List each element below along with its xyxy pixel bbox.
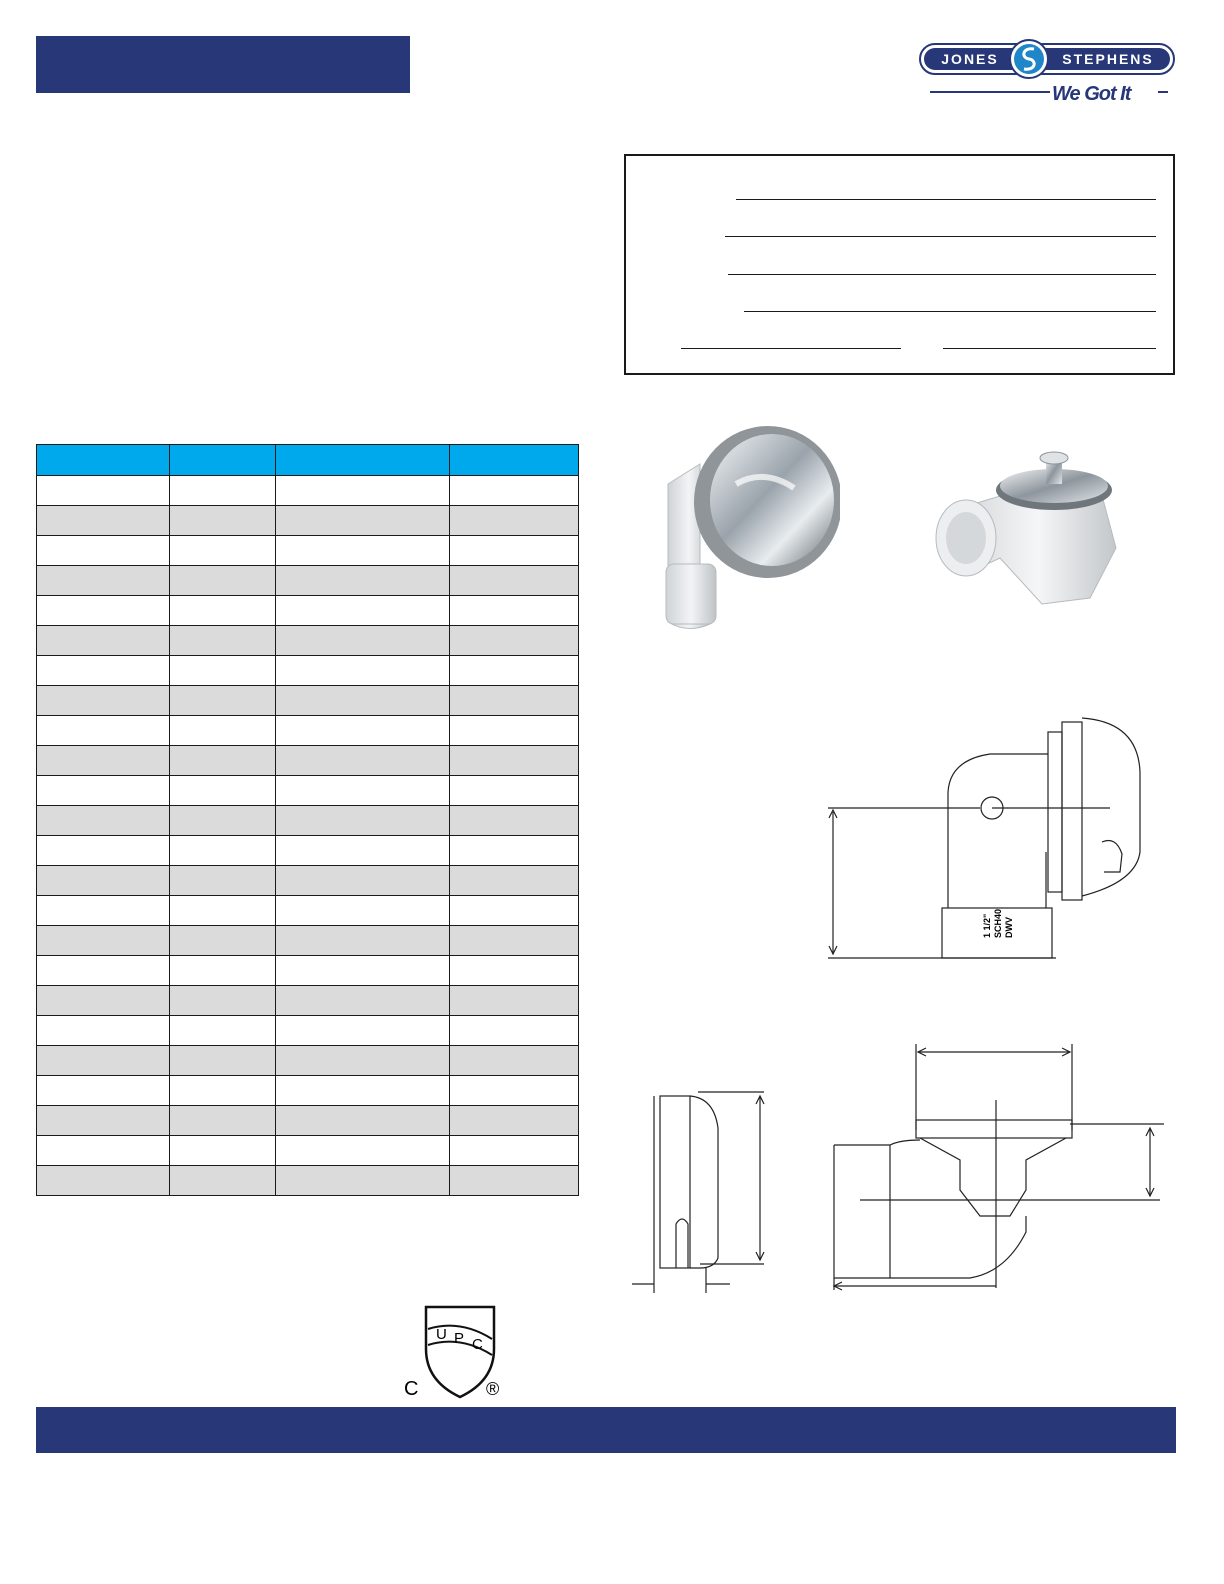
table-row (37, 656, 579, 686)
submittal-line (728, 274, 1156, 275)
submittal-line (943, 348, 1156, 349)
table-row (37, 1046, 579, 1076)
table-cell (37, 986, 170, 1016)
table-cell (450, 596, 579, 626)
table-cell (170, 1136, 276, 1166)
table-cell (37, 866, 170, 896)
table-row (37, 1076, 579, 1106)
table-cell (450, 626, 579, 656)
table-cell (170, 1166, 276, 1196)
submittal-line (736, 199, 1156, 200)
table-cell (170, 536, 276, 566)
table-cell (450, 926, 579, 956)
submittal-line (681, 348, 901, 349)
table-cell (450, 1046, 579, 1076)
table-row (37, 476, 579, 506)
table-row (37, 716, 579, 746)
table-cell (170, 716, 276, 746)
table-cell (450, 1136, 579, 1166)
table-cell (170, 806, 276, 836)
table-cell (450, 866, 579, 896)
upc-letter-c: C (472, 1336, 483, 1353)
table-row (37, 746, 579, 776)
logo-right-word: STEPHENS (1062, 51, 1154, 67)
registered-symbol: ® (486, 1379, 500, 1399)
table-header-cell (276, 445, 450, 476)
table-cell (170, 836, 276, 866)
table-cell (450, 686, 579, 716)
table-cell (276, 776, 450, 806)
table-cell (276, 1136, 450, 1166)
table-header-cell (450, 445, 579, 476)
table-cell (37, 1076, 170, 1106)
table-cell (276, 626, 450, 656)
table-cell (170, 776, 276, 806)
table-row (37, 986, 579, 1016)
table-cell (450, 1106, 579, 1136)
table-cell (276, 926, 450, 956)
table-cell (170, 596, 276, 626)
table-cell (170, 656, 276, 686)
table-cell (450, 956, 579, 986)
table-cell (276, 836, 450, 866)
table-cell (450, 506, 579, 536)
table-cell (170, 476, 276, 506)
table-cell (170, 1076, 276, 1106)
table-row (37, 506, 579, 536)
table-cell (170, 626, 276, 656)
table-row (37, 806, 579, 836)
table-cell (276, 506, 450, 536)
table-cell (170, 746, 276, 776)
table-cell (170, 506, 276, 536)
table-cell (450, 896, 579, 926)
table-cell (37, 476, 170, 506)
table-header-cell (37, 445, 170, 476)
table-row (37, 926, 579, 956)
table-cell (450, 1076, 579, 1106)
table-cell (37, 596, 170, 626)
table-row (37, 686, 579, 716)
table-row (37, 956, 579, 986)
table-row (37, 596, 579, 626)
table-cell (170, 686, 276, 716)
table-cell (37, 956, 170, 986)
jones-stephens-logo (918, 36, 1176, 106)
table-row (37, 776, 579, 806)
table-cell (170, 986, 276, 1016)
table-cell (37, 1136, 170, 1166)
table-row (37, 1136, 579, 1166)
table-cell (450, 716, 579, 746)
table-cell (276, 1106, 450, 1136)
table-cell (276, 806, 450, 836)
submittal-box (624, 154, 1175, 375)
table-cell (276, 866, 450, 896)
table-cell (37, 536, 170, 566)
table-cell (276, 746, 450, 776)
table-cell (37, 776, 170, 806)
table-cell (450, 986, 579, 1016)
table-cell (450, 656, 579, 686)
spec-table (36, 444, 579, 1196)
table-cell (276, 476, 450, 506)
table-cell (37, 1106, 170, 1136)
table-header-cell (170, 445, 276, 476)
table-cell (450, 836, 579, 866)
table-cell (170, 1046, 276, 1076)
table-cell (276, 986, 450, 1016)
table-cell (37, 686, 170, 716)
table-cell (276, 1046, 450, 1076)
submittal-line (744, 311, 1156, 312)
logo-left-word: JONES (941, 51, 999, 67)
table-cell (37, 896, 170, 926)
table-row (37, 566, 579, 596)
table-cell (276, 1076, 450, 1106)
table-cell (450, 806, 579, 836)
table-row (37, 1016, 579, 1046)
table-cell (276, 716, 450, 746)
table-cell (450, 536, 579, 566)
table-cell (170, 896, 276, 926)
table-cell (276, 686, 450, 716)
table-cell (37, 566, 170, 596)
table-header-row (37, 445, 579, 476)
pipe-label-line-1: 1 1/2" (982, 913, 992, 938)
table-cell (37, 716, 170, 746)
submittal-line (725, 236, 1156, 237)
table-cell (450, 776, 579, 806)
upc-letter-u: U (436, 1326, 447, 1343)
table-row (37, 1106, 579, 1136)
table-cell (37, 626, 170, 656)
table-cell (276, 1166, 450, 1196)
table-body (37, 476, 579, 1196)
table-cell (450, 476, 579, 506)
table-cell (37, 1046, 170, 1076)
table-cell (37, 1016, 170, 1046)
table-cell (37, 506, 170, 536)
logo-tagline: We Got It (1052, 83, 1131, 105)
table-row (37, 896, 579, 926)
table-row (37, 836, 579, 866)
table-row (37, 866, 579, 896)
upc-letter-p: P (454, 1330, 465, 1347)
footer-bar (36, 1407, 1176, 1453)
table-cell (276, 656, 450, 686)
table-cell (276, 956, 450, 986)
table-cell (37, 1166, 170, 1196)
drawing-side-view (820, 712, 1150, 964)
upc-prefix-c: C (404, 1378, 419, 1400)
table-cell (37, 806, 170, 836)
pipe-label-line-3: DWV (1004, 917, 1014, 938)
product-photo-lift-turn (930, 448, 1170, 608)
table-cell (170, 866, 276, 896)
table-cell (276, 536, 450, 566)
drawing-front-view (630, 1088, 770, 1293)
table-cell (276, 566, 450, 596)
table-row (37, 536, 579, 566)
table-cell (276, 896, 450, 926)
title-bar (36, 36, 410, 93)
table-cell (170, 956, 276, 986)
pipe-label-line-2: SCH40 (993, 908, 1003, 938)
table-cell (450, 1016, 579, 1046)
table-cell (170, 1016, 276, 1046)
table-cell (450, 1166, 579, 1196)
drawing-top-view (830, 1040, 1170, 1295)
table-cell (170, 1106, 276, 1136)
product-photo-round-cover (660, 424, 840, 634)
table-cell (37, 656, 170, 686)
table-cell (276, 596, 450, 626)
table-cell (450, 746, 579, 776)
table-cell (276, 1016, 450, 1046)
table-cell (170, 566, 276, 596)
upc-certification-mark (400, 1305, 510, 1400)
table-cell (37, 836, 170, 866)
table-cell (170, 926, 276, 956)
table-cell (37, 926, 170, 956)
table-row (37, 626, 579, 656)
table-row (37, 1166, 579, 1196)
table-cell (37, 746, 170, 776)
table-cell (450, 566, 579, 596)
